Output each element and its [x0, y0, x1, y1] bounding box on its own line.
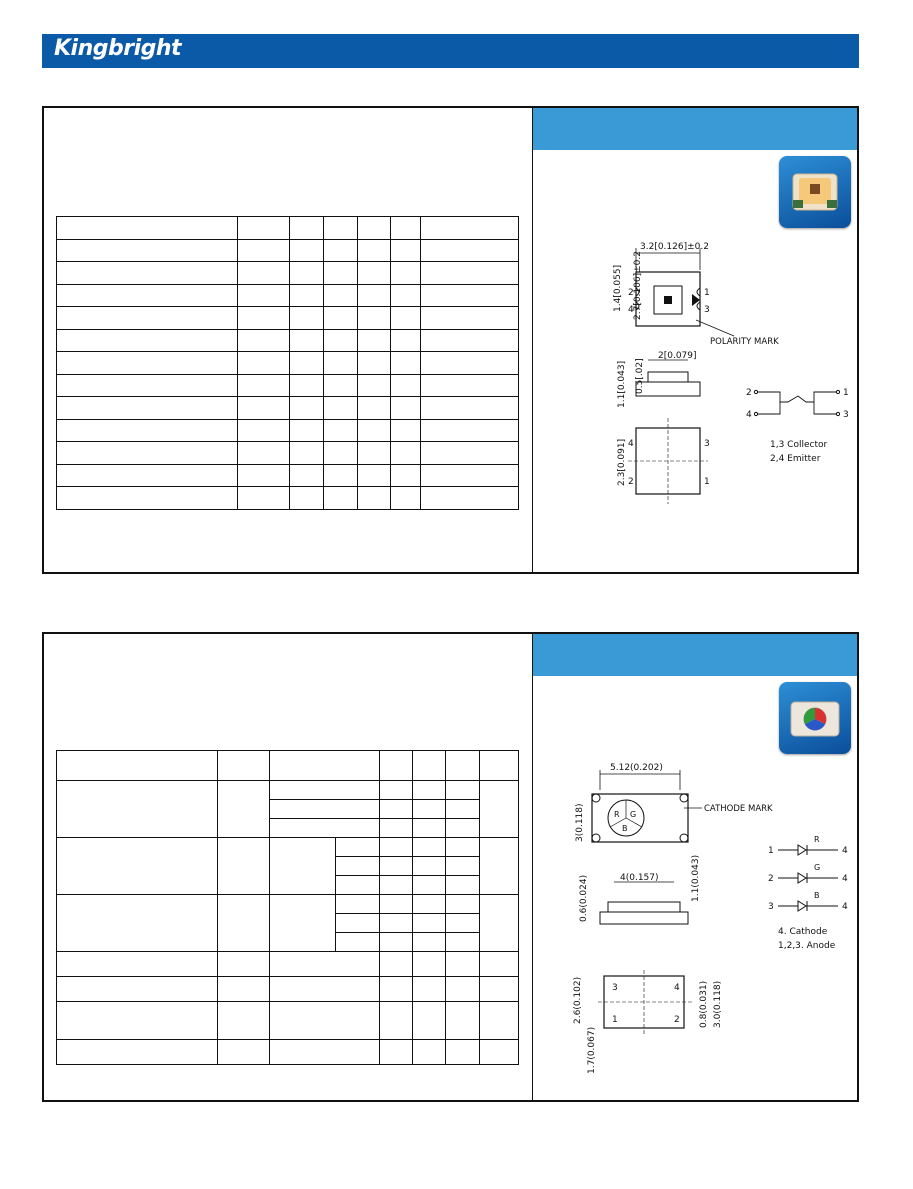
pin-label: 3 — [612, 983, 618, 993]
table-row — [57, 1002, 519, 1040]
height-dimension: 2.7[0.106]±0.2 — [633, 251, 643, 320]
pin-label: 4 — [842, 874, 848, 884]
brand-bar — [42, 34, 859, 68]
pin-label: 2 — [628, 288, 634, 298]
panel-header — [533, 108, 857, 150]
pin-label: 4 — [674, 983, 680, 993]
pin-label: 2 — [746, 388, 752, 398]
pin-label: 1 — [768, 846, 774, 856]
pin-label: 2 — [674, 1015, 680, 1025]
body-height: 1.1[0.043] — [617, 360, 627, 408]
table-row — [57, 781, 519, 800]
pin-label: 4 — [746, 410, 752, 420]
anode-legend: 1,2,3. Anode — [778, 941, 836, 951]
product-panel-2 — [42, 632, 859, 1102]
table-row — [57, 487, 519, 510]
pin-label: 4 — [842, 902, 848, 912]
pad-dimension: 0.8(0.031) — [699, 980, 709, 1028]
pin-label: 2 — [768, 874, 774, 884]
panel-divider — [532, 108, 533, 572]
pin-label: 3 — [768, 902, 774, 912]
table-row — [57, 751, 519, 781]
table-row — [57, 442, 519, 465]
table-row — [57, 952, 519, 977]
circuit-row — [768, 891, 848, 912]
lens-height: 0.5[.02] — [635, 358, 645, 394]
brand-logo: Kingbright — [54, 36, 182, 61]
table-row — [57, 397, 519, 420]
pin-label: 4 — [628, 439, 634, 449]
emitter-legend: 2,4 Emitter — [770, 454, 821, 464]
table-row — [57, 217, 519, 240]
table-row — [57, 284, 519, 307]
height-dimension: 3(0.118) — [575, 803, 585, 842]
pin-label: 4 — [842, 846, 848, 856]
pin-label: 1 — [704, 288, 710, 298]
pin-label: 2 — [628, 477, 634, 487]
spec-table-1 — [56, 216, 519, 510]
collector-legend: 1,3 Collector — [770, 440, 828, 450]
table-row — [57, 419, 519, 442]
led-color-label: B — [814, 891, 820, 900]
panel-divider — [532, 634, 533, 1100]
chip-letter: G — [630, 810, 637, 819]
circuit-row — [768, 835, 848, 856]
lens-height: 0.6(0.024) — [579, 874, 589, 922]
panel-header — [533, 634, 857, 676]
table-row — [57, 239, 519, 262]
table-row — [57, 977, 519, 1002]
polarity-mark-label: POLARITY MARK — [710, 337, 779, 347]
led-color-label: G — [814, 863, 821, 872]
side-height: 1.1(0.043) — [691, 854, 701, 902]
width-dimension: 3.2[0.126]±0.2 — [640, 242, 709, 252]
pad-dimension: 1.7(0.067) — [587, 1026, 597, 1074]
table-row — [57, 307, 519, 330]
circuit-row — [768, 863, 848, 884]
cathode-legend: 4. Cathode — [778, 927, 828, 937]
pad-dimension: 2.6(0.102) — [573, 976, 583, 1024]
width-dimension: 5.12(0.202) — [610, 763, 663, 773]
spec-table-2 — [56, 750, 519, 1065]
product-photo-icon — [779, 156, 851, 228]
table-row — [57, 374, 519, 397]
table-row — [57, 464, 519, 487]
table-row — [57, 329, 519, 352]
led-color-label: R — [814, 835, 820, 844]
pin-label: 1 — [612, 1015, 618, 1025]
package-drawing-1 — [584, 236, 849, 526]
pad-dimension: 3.0(0.118) — [713, 980, 723, 1028]
inner-dimension: 1.4[0.055] — [613, 264, 623, 312]
side-width: 4(0.157) — [620, 873, 659, 883]
lens-dimension: 2[0.079] — [658, 351, 697, 361]
pin-label: 4 — [628, 305, 634, 315]
package-drawing-2 — [552, 756, 852, 1086]
product-photo-icon — [779, 682, 851, 754]
pin-label: 3 — [704, 439, 710, 449]
table-row — [57, 838, 519, 857]
bottom-dimension: 2.3[0.091] — [617, 438, 627, 486]
chip-letter: R — [614, 810, 620, 819]
table-row — [57, 262, 519, 285]
table-row — [57, 1040, 519, 1065]
table-row — [57, 352, 519, 375]
pin-label: 1 — [843, 388, 849, 398]
table-row — [57, 895, 519, 914]
pin-label: 3 — [843, 410, 849, 420]
cathode-mark-label: CATHODE MARK — [704, 804, 773, 814]
pin-label: 3 — [704, 305, 710, 315]
pin-label: 1 — [704, 477, 710, 487]
chip-letter: B — [622, 824, 628, 833]
product-panel-1 — [42, 106, 859, 574]
